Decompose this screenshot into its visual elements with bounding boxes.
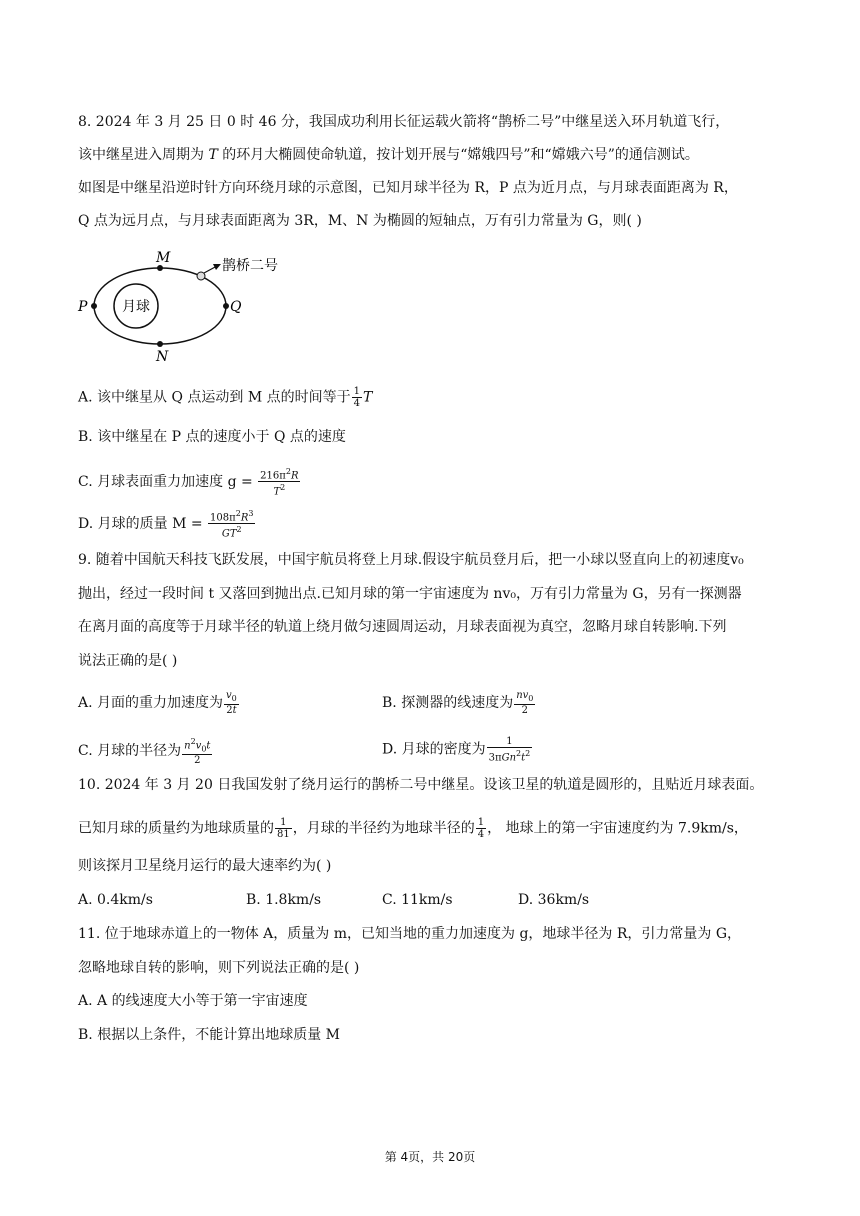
q10-option-d: D. 36km/s bbox=[518, 892, 590, 908]
q9-option-d: D. 月球的密度为 $\frac{1}{3\pi Gn^2t^2}$ bbox=[382, 736, 531, 764]
option-text: A. 该中继星从 Q 点运动到 M 点的时间等于 bbox=[78, 389, 351, 406]
q8-line-1: 8. 2024 年 3 月 25 日 0 时 46 分，我国成功利用长征运载火箭将“鹊桥二号”中继星送入环月轨道飞行， bbox=[78, 114, 730, 130]
satellite-label: 鹊桥二号 bbox=[222, 258, 278, 274]
q9-line-3: 在离月面的高度等于月球半径的轨道上绕月做匀速圆周运动，月球表面视为真空，忽略月球自转影响.下列 bbox=[78, 619, 727, 635]
q10-option-b: B. 1.8km/s bbox=[246, 892, 322, 908]
q10-text: ， 地球上的第一宇宙速度约为 7.9km/s， bbox=[487, 820, 748, 837]
option-text: D. 月球的密度为 bbox=[382, 741, 486, 758]
q8-line-3: 如图是中继星沿逆时针方向环绕月球的示意图，已知月球半径为 R，P 点为近月点，与月球表面距离为 R， bbox=[78, 180, 738, 196]
q8-text: 该中继星进入周期为 bbox=[78, 147, 209, 163]
q9-line-4: 说法正确的是( ) bbox=[78, 653, 178, 669]
option-text: B. 探测器的线速度为 bbox=[382, 695, 514, 711]
q8-line-2: 该中继星进入周期为 T 的环月大椭圆使命轨道，按计划开展与“嫦娥四号”和“嫦娥六号”的通信测试。 bbox=[78, 147, 699, 163]
point-p bbox=[91, 303, 97, 309]
point-q bbox=[223, 303, 229, 309]
q9-option-b: B. 探测器的线速度为 $\frac{nv_0}{2}$ bbox=[382, 690, 534, 716]
q11-option-b: B. 根据以上条件，不能计算出地球质量 M bbox=[78, 1027, 340, 1043]
q10-option-a: A. 0.4km/s bbox=[78, 892, 153, 908]
q8-option-c: C. 月球表面重力加速度 g = $\frac{216\pi^2R}{T^2}$ bbox=[78, 467, 299, 498]
q10-line-3: 则该探月卫星绕月运行的最大速率约为( ) bbox=[78, 858, 332, 874]
q8-option-d: D. 月球的质量 M = $\frac{108\pi^2R^3}{GT^2}$ bbox=[78, 509, 254, 540]
q10-line-1: 10. 2024 年 3 月 20 日我国发射了绕月运行的鹊桥二号中继星。设该卫星的轨道是圆形的，且贴近月球表面。 bbox=[78, 777, 764, 793]
q8-text: 的环月大椭圆使命轨道，按计划开展与“嫦娥四号”和“嫦娥六号”的通信测试。 bbox=[217, 147, 699, 163]
point-n bbox=[157, 341, 163, 347]
option-text: A. 月面的重力加速度为 bbox=[78, 695, 224, 711]
q9-option-c: C. 月球的半径为 $\frac{n^2v_0t}{2}$ bbox=[78, 737, 211, 767]
option-text: C. 月球的半径为 bbox=[78, 743, 182, 760]
q11-line-1: 11. 位于地球赤道上的一物体 A，质量为 m，已知当地的重力加速度为 g，地球半径为 R，引力常量为 G， bbox=[78, 926, 742, 942]
option-text: D. 月球的质量 M = bbox=[78, 515, 203, 532]
label-m: M bbox=[156, 250, 171, 266]
orbit-diagram bbox=[72, 244, 302, 364]
q10-text: ，月球的半径约为地球半径的 bbox=[292, 820, 475, 837]
satellite-icon bbox=[197, 272, 205, 280]
q9-line-1: 9. 随着中国航天科技飞跃发展，中国宇航员将登上月球.假设宇航员登月后，把一小球以竖直向上的初速度v₀ bbox=[78, 552, 744, 568]
page-footer: 第 4页，共 20页 bbox=[384, 1150, 476, 1164]
q8-line-4: Q 点为远月点，与月球表面距离为 3R，M、N 为椭圆的短轴点，万有引力常量为 G，则( ) bbox=[78, 213, 642, 229]
option-text: C. 月球表面重力加速度 g = bbox=[78, 473, 253, 490]
q9-option-a: A. 月面的重力加速度为 $\frac{v_0}{2t}$ bbox=[78, 690, 237, 716]
q11-option-a: A. A 的线速度大小等于第一宇宙速度 bbox=[78, 993, 308, 1009]
label-n: N bbox=[156, 349, 169, 364]
label-q: Q bbox=[230, 299, 242, 315]
q9-line-2: 抛出，经过一段时间 t 又落回到抛出点.已知月球的第一宇宙速度为 nv₀，万有引力常量为 G，另有一探测器 bbox=[78, 586, 742, 602]
q10-line-2: 已知月球的质量约为地球质量的 $\frac{1}{81}$ ，月球的半径约为地球半径的 $\frac{1}{4}$ ， 地球上的第一宇宙速度约为 7.9km/s， bbox=[78, 817, 748, 840]
q10-text: 已知月球的质量约为地球质量的 bbox=[78, 820, 274, 837]
label-p: P bbox=[78, 299, 88, 315]
q11-line-2: 忽略地球自转的影响，则下列说法正确的是( ) bbox=[78, 960, 360, 976]
moon-label: 月球 bbox=[122, 299, 150, 315]
q10-option-c: C. 11km/s bbox=[382, 892, 453, 908]
q8-option-b: B. 该中继星在 P 点的速度小于 Q 点的速度 bbox=[78, 429, 346, 445]
q8-option-a: A. 该中继星从 Q 点运动到 M 点的时间等于 $\frac{1}{4}$ T bbox=[78, 386, 373, 409]
